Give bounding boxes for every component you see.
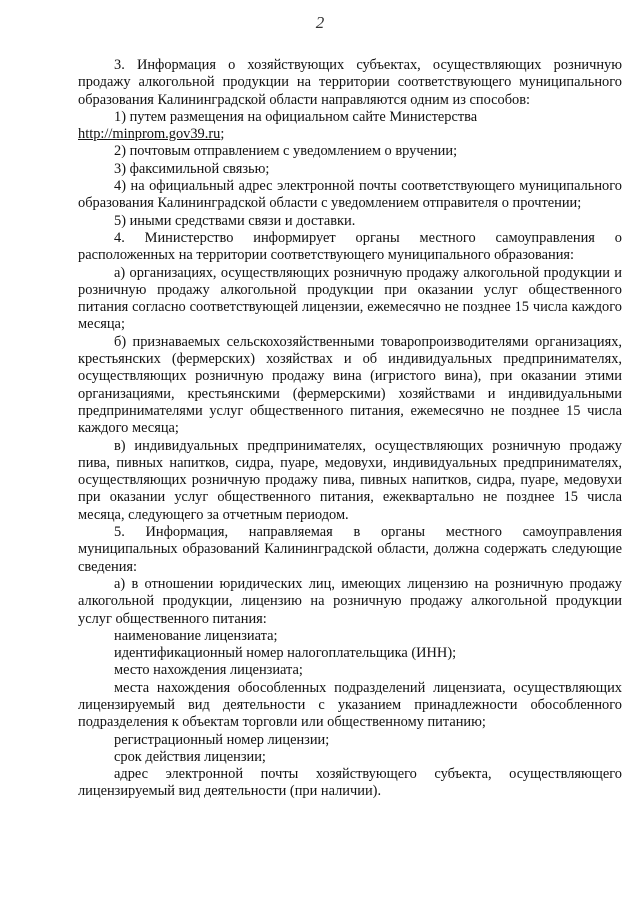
field-inn: идентификационный номер налогоплательщика (ИНН);	[114, 645, 457, 662]
sub-item-v: в) индивидуальных предпринимателях, осуществляющих розничную продажу пива, пивных напитков, сидра, пуаре, медовухи, индивидуальных предпринимателях, осуществляющих розничную продажу пива, пивных напитков, сидра, пуаре, медовухи при оказании услуг общественного питания, ежеквартально не позднее 15 числа месяца, следующего за отчетным периодом.	[78, 437, 622, 523]
sub-item-a-5: а) в отношении юридических лиц, имеющих лицензию на розничную продажу алкогольной продукции, лицензию на розничную продажу алкогольной продукции услуг общественного питания:	[78, 575, 622, 627]
website-link[interactable]: http://minprom.gov39.ru	[78, 126, 221, 143]
document-body	[78, 57, 622, 801]
link-suffix: ;	[220, 126, 225, 143]
field-branch-locations: места нахождения обособленных подразделений лицензиата, осуществляющих лицензируемый вид деятельности с указанием принадлежности обособленного подразделения к объектам торговли или общественному питанию;	[78, 679, 622, 731]
field-licensee-name: наименование лицензиата;	[114, 627, 278, 644]
sub-item-b: б) признаваемых сельскохозяйственными товаропроизводителями организациях, крестьянских (фермерских) хозяйствах и об индивидуальных предпринимателях, осуществляющих розничную продажу вина (игристого вина), при оказании этими организациями, крестьянскими (фермерскими) хозяйствами и индивидуальными предпринимателями услуг общественного питания, ежемесячно не позднее 15 числа каждого месяца;	[78, 333, 622, 437]
field-licensee-location: место нахождения лицензиата;	[114, 662, 303, 679]
list-item-5: 5) иными средствами связи и доставки.	[114, 212, 356, 229]
paragraph-4: 4. Министерство информирует органы местного самоуправления о расположенных на территории соответствующего муниципального образования:	[78, 229, 622, 264]
page-number: 2	[315, 13, 325, 32]
field-license-number: регистрационный номер лицензии;	[114, 731, 330, 748]
sub-item-a: а) организациях, осуществляющих розничную продажу алкогольной продукции и розничную продажу алкогольной продукции при оказании услуг общественного питания согласно соответствующей лицензии, ежемесячно не позднее 15 числа каждого месяца;	[78, 264, 622, 333]
website-line	[78, 126, 622, 143]
list-item-4: 4) на официальный адрес электронной почты соответствующего муниципального образования Калининградской области с уведомлением отправителя о прочтении;	[78, 178, 622, 212]
paragraph-5: 5. Информация, направляемая в органы местного самоуправления муниципальных образований Калининградской области, должна содержать следующие сведения:	[78, 524, 622, 575]
list-item-1: 1) путем размещения на официальном сайте Министерства	[114, 108, 478, 125]
list-item-3: 3) факсимильной связью;	[114, 160, 270, 177]
field-license-term: срок действия лицензии;	[114, 748, 266, 765]
paragraph-3: 3. Информация о хозяйствующих субъектах, осуществляющих розничную продажу алкогольной продукции на территории соответствующего муниципального образования Калининградской области направляются одним из способов:	[78, 57, 622, 108]
list-item-2: 2) почтовым отправлением с уведомлением о вручении;	[114, 143, 458, 160]
field-email: адрес электронной почты хозяйствующего субъекта, осуществляющего лицензируемый вид деятельности (при наличии).	[78, 766, 622, 800]
